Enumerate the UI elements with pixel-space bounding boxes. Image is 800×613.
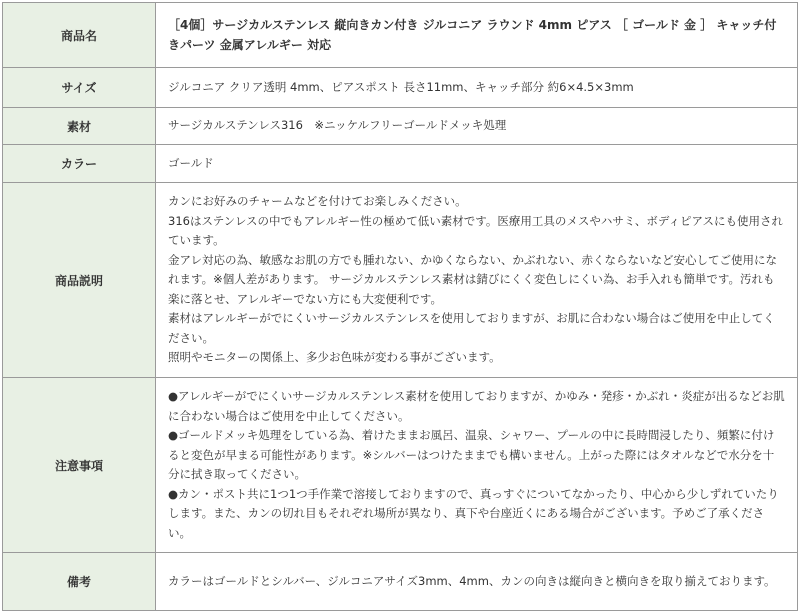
notes-line: ●カン・ポスト共に1つ1つ手作業で溶接しておりますので、真っすぐについてなかったり、中心から少しずれていたりします。また、カンの切れ目もそれぞれ場所が異なり、真下や台座近くにある場合がございます。予めご了承ください。 bbox=[168, 486, 779, 540]
description-line: 金アレ対応の為、敏感なお肌の方でも腫れない、かゆくならない、かぶれない、赤くならないなど安心してご使用になれます。※個人差があります。 サージカルステンレス素材は錆びにくく変色しにくい為、お手入れも簡単です。汚れも楽に落とせ、アレルギーでない方にも大変便利です。 bbox=[168, 252, 778, 306]
description-line: カンにお好みのチャームなどを付けてお楽しみください。 bbox=[168, 194, 467, 209]
notes-label: 注意事項 bbox=[3, 378, 156, 553]
size-value: ジルコニア クリア透明 4mm、ピアスポスト 長さ11mm、キャッチ部分 約6×4.5×3mm bbox=[156, 68, 798, 108]
remarks-label: 備考 bbox=[3, 553, 156, 611]
product-name-label: 商品名 bbox=[3, 3, 156, 68]
notes-line: ●アレルギーがでにくいサージカルステンレス素材を使用しておりますが、かゆみ・発疹・かぶれ・炎症が出るなどお肌に合わない場合はご使用を中止してください。 bbox=[168, 389, 785, 423]
product-name-value: ［4個］サージカルステンレス 縦向きカン付き ジルコニア ラウンド 4mm ピアス ［ ゴールド 金 ］ キャッチ付きパーツ 金属アレルギー 対応 bbox=[156, 3, 798, 68]
description-line: 照明やモニターの関係上、多少お色味が変わる事がございます。 bbox=[168, 350, 501, 365]
description-line: 素材はアレルギーがでにくいサージカルステンレスを使用しておりますが、お肌に合わない場合はご使用を中止してください。 bbox=[168, 311, 775, 345]
spec-row-material bbox=[3, 108, 798, 145]
material-label: 素材 bbox=[3, 108, 156, 145]
description-value bbox=[156, 183, 798, 378]
product-spec-table bbox=[2, 2, 798, 611]
description-label: 商品説明 bbox=[3, 183, 156, 378]
size-label: サイズ bbox=[3, 68, 156, 108]
spec-row-description bbox=[3, 183, 798, 378]
color-label: カラー bbox=[3, 145, 156, 183]
color-value: ゴールド bbox=[156, 145, 798, 183]
remarks-value: カラーはゴールドとシルバー、ジルコニアサイズ3mm、4mm、カンの向きは縦向きと横向きを取り揃えております。 bbox=[156, 553, 798, 611]
notes-value bbox=[156, 378, 798, 553]
description-line: 316はステンレスの中でもアレルギー性の極めて低い素材です。医療用工具のメスやハサミ、ボディピアスにも使用されています。 bbox=[168, 213, 783, 248]
spec-row-remarks bbox=[3, 553, 798, 611]
spec-row-product-name bbox=[3, 3, 798, 68]
spec-row-notes bbox=[3, 378, 798, 553]
material-value: サージカルステンレス316 ※ニッケルフリーゴールドメッキ処理 bbox=[156, 108, 798, 145]
notes-line: ●ゴールドメッキ処理をしている為、着けたままお風呂、温泉、シャワー、プールの中に長時間浸したり、頻繁に付けると変色が早まる可能性があります。※シルバーはつけたままでも構いません。上がった際にはタオルなどで水分を十分に拭き取ってください。 bbox=[168, 428, 775, 481]
spec-row-size bbox=[3, 68, 798, 108]
spec-row-color bbox=[3, 145, 798, 183]
